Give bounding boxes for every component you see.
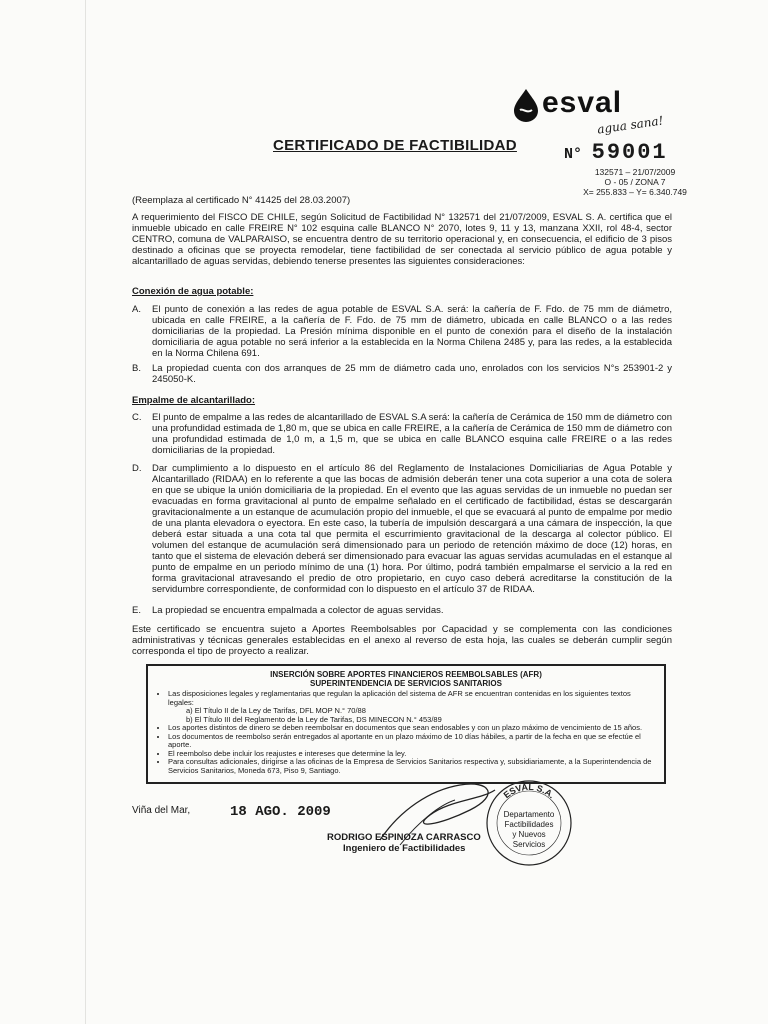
afr-heading-2: SUPERINTENDENCIA DE SERVICIOS SANITARIOS [310,679,502,688]
page-title: CERTIFICADO DE FACTIBILIDAD [273,137,517,154]
svg-text:ESVAL S.A. [502,782,557,800]
afr-box [146,664,666,784]
item-text: El punto de empalme a las redes de alcantarillado de ESVAL S.A será: la cañería de Cerámica de 150 mm de diámetro con una profundidad estimada de 1,80 m, que se ubica en calle FREIRE, a la cañería de Cerámica de 150 mm de diámetro con una profundidad estimada de 1,0 m, a 1,5 m, que se ubica en calle BLANCO esquina calle FREIRE o a las redes domiciliarias de la propiedad. [152,412,672,456]
date-stamp: 18 AGO. 2009 [230,804,331,820]
item-letter: C. [132,412,142,423]
afr-heading [148,670,664,688]
water-drop-icon [512,88,540,122]
afr-bullet: • Para consultas adicionales, dirigirse a las oficinas de la Empresa de Servicios Sanitarios respectiva y, subsidiariamente, a la Superintendencia de Servicios Sanitarios, Moneda 673, Piso 9, Santiago. [168,758,658,775]
afr-heading-1: INSERCIÓN SOBRE APORTES FINANCIEROS REEMBOLSABLES (AFR) [270,670,542,679]
afr-bullet: • Los aportes distintos de dinero se deben reembolsar en documentos que sean endosables y con un plazo máximo de vencimiento de 15 años. [168,724,658,733]
item-d [132,463,672,595]
afr-bullet: • El reembolso debe incluir los reajustes e intereses que determine la ley. [168,750,658,759]
stamp-text [484,810,574,850]
section-sewer-heading: Empalme de alcantarillado: [132,395,256,406]
item-letter: B. [132,363,141,374]
stamp-line-2: Factibilidades [504,820,554,829]
item-c [132,412,672,456]
place-label: Viña del Mar, [132,805,191,816]
item-letter: A. [132,304,141,315]
logo-brand: esval [542,86,623,119]
item-a [132,304,672,359]
signer-name: RODRIGO ESPINOZA CARRASCO [327,832,481,843]
stamp-top-text: ESVAL S.A. [501,781,557,801]
number-prefix: N° [564,146,583,163]
certificate-meta [560,167,710,197]
stamp-line-1: Departamento [503,810,555,819]
fold-line [85,0,86,1024]
afr-bullet-text: Las disposiciones legales y reglamentarias que regulan la aplicación del sistema de AFR se encuentran contenidas en los siguientes textos legales: [168,689,631,707]
intro-paragraph: A requerimiento del FISCO DE CHILE, según Solicitud de Factibilidad N° 132571 del 21/07/2009, ESVAL S. A. certifica que el inmueble ubicado en calle FREIRE N° 102 esquina calle BLANCO N° 2070, lotes 9, 11 y 13, manzana XXII, rol 48-4, sector CENTRO, comuna de VALPARAISO, se encuentra dentro de su territorio operacional y, en consecuencia, el edificio de 3 pisos destinado a oficinas que se proyecta remodelar, tiene factibilidad de ser conectada al servicio público de agua potable y alcantarillado de aguas servidas, debiendo tenerse presentes las siguientes consideraciones: [132,212,672,267]
item-letter: E. [132,605,141,616]
item-b [132,363,672,385]
logo-tagline: agua sana! [596,113,665,137]
meta-zone: O - 05 / ZONA 7 [604,177,666,187]
certificate-number [564,140,668,165]
item-text: El punto de conexión a las redes de agua potable de ESVAL S.A. será: la cañería de F. Fdo. de 75 mm de diámetro, ubicada en calle FREIRE, a la cañería de F. Fdo. de 75 mm de diámetro, ubicada en calle BLANCO o a las redes domiciliarias de la propiedad. La Presión mínima disponible en el punto de conexión para el diseño de la instalación domiciliaria de agua potable no será inferior a la establecida en la Norma Chilena 2485 y, para las redes, a la establecida en la Norma Chilena 691. [152,304,672,359]
item-text: Dar cumplimiento a lo dispuesto en el artículo 86 del Reglamento de Instalaciones Domiciliarias de Agua Potable y Alcantarillado (RIDAA) en lo referente a que las bocas de admisión deberán tener una cota superior a una cota de solera en que se ubique la unión domiciliaria de la propiedad. En el evento que las aguas servidas de un inmueble no puedan ser evacuadas en forma gravitacional al punto de empalme señalado en el certificado de factibilidad, éstas se descargarán gravitacionalmente a un estanque de acumulación propio del inmueble, el que se evacuará al punto de empalme por medio de una planta elevadora o eyectora. En este caso, la tubería de impulsión descargará a una cámara de inspección, la que deberá estar situada a una cota tal que permita el escurrimiento gravitacional de la descarga al colector público. El volumen del estanque de acumulación será dimensionado para un periodo de retención máximo de doce (12) horas, en tanto que el sistema de elevación deberá ser dimensionado para evacuar las aguas servidas acumuladas en el estanque al punto de empalme en un periodo mínimo de una (1) hora. Por último, podrá también empalmarse el servicio a la red en forma gravitacional atravesando el predio de otro propietario, en cuyo caso deberá acreditarse la constitución de la servidumbre correspondiente, de conformidad con lo dispuesto en el artículo 37 de RIDAA. [152,463,672,595]
replaces-note: (Reemplaza al certificado N° 41425 del 28.03.2007) [132,195,351,206]
stamp-line-3: y Nuevos [512,830,546,839]
afr-sub-b: b) El Título III del Reglamento de la Ley de Tarifas, DS MINECON N.° 453/89 [186,714,442,724]
item-text: La propiedad se encuentra empalmada a colector de aguas servidas. [152,605,444,616]
section-water-heading: Conexión de agua potable: [132,286,254,297]
afr-list [154,690,658,775]
item-letter: D. [132,463,142,474]
afr-sub-a: a) El Título II de la Ley de Tarifas, DFL MOP N.° 70/88 [186,706,366,715]
meta-coords: X= 255.833 – Y= 6.340.749 [583,187,687,197]
number-value: 59001 [591,140,668,165]
closing-paragraph: Este certificado se encuentra sujeto a Aportes Reembolsables por Capacidad y se complementa con las condiciones administrativas y técnicas generales establecidas en el anexo al reverso de esta hoja, las cuales se deberán cumplir según corresponda el tipo de proyecto a realizar. [132,624,672,657]
afr-bullet [168,690,658,724]
item-text: La propiedad cuenta con dos arranques de 25 mm de diámetro cada uno, enrolados con los servicios N°s 253901-2 y 245050-K. [152,363,672,385]
meta-request: 132571 – 21/07/2009 [594,167,676,177]
afr-bullet: • Los documentos de reembolso serán entregados al aportante en un plazo máximo de 10 días hábiles, a partir de la fecha en que se efectúe el aporte. [168,733,658,750]
item-e [132,605,672,616]
esval-logo [512,86,672,146]
stamp-line-4: Servicios [512,840,546,849]
signer-title: Ingeniero de Factibilidades [343,843,466,854]
